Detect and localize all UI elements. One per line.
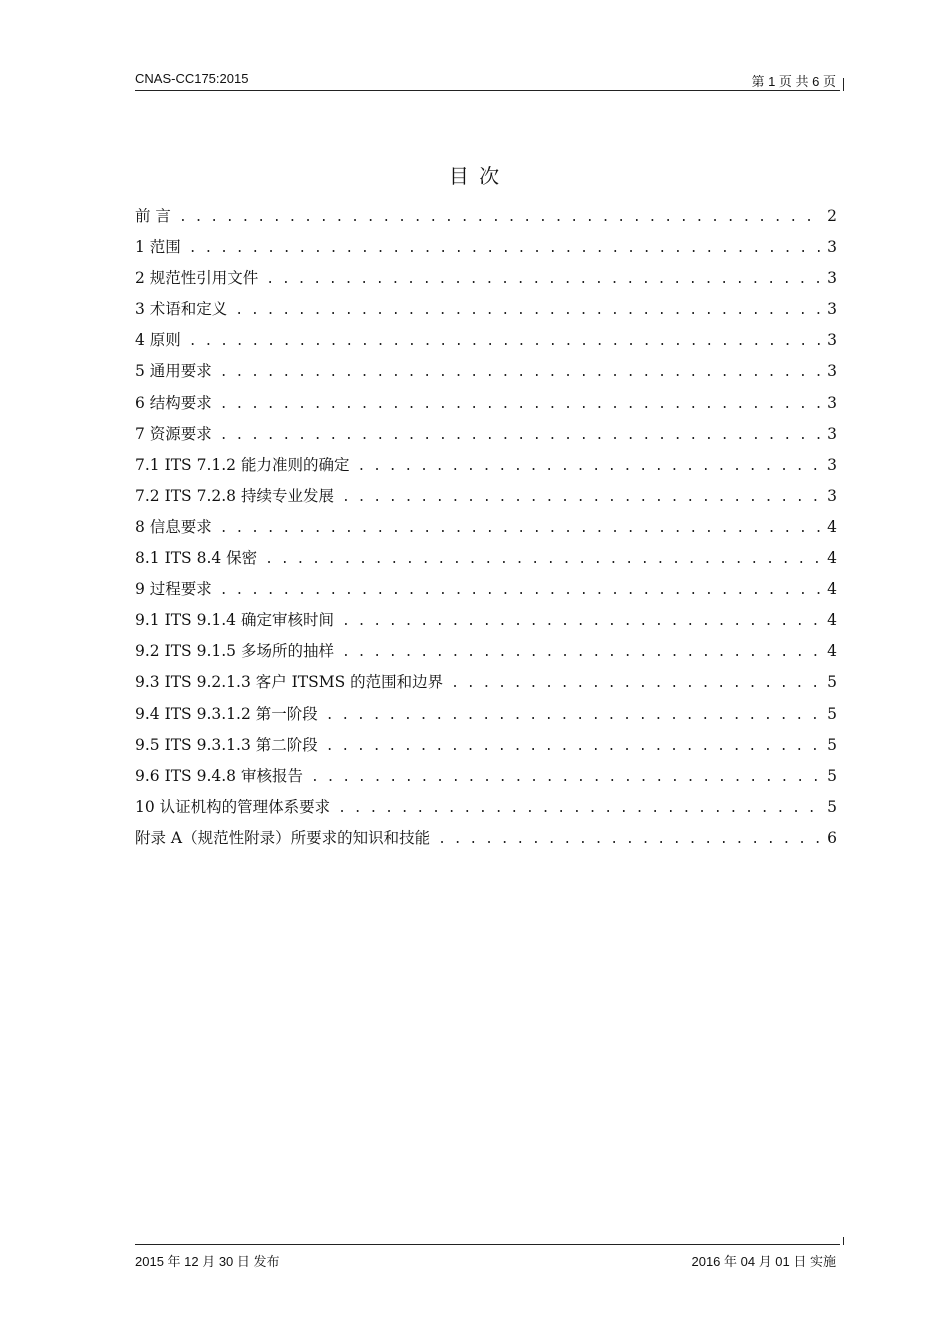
toc-entry-page: 3	[827, 424, 837, 443]
toc-entry-page: 5	[827, 766, 837, 785]
toc-entry[interactable]	[135, 422, 837, 453]
toc-entry-page: 4	[827, 549, 837, 568]
document-code: CNAS-CC175:2015	[135, 71, 249, 86]
toc-entry-label: 9.1 ITS 9.1.4 确定审核时间	[135, 611, 334, 630]
dot-leader	[220, 428, 821, 443]
toc-entry-label: 8 信息要求	[135, 517, 212, 536]
toc-entry-label: 3 术语和定义	[135, 300, 228, 319]
toc-entry-page: 3	[827, 455, 837, 474]
dot-leader	[338, 801, 821, 816]
toc-entry[interactable]	[135, 546, 837, 577]
toc-entry-page: 3	[827, 269, 837, 288]
toc-entry-label: 9.2 ITS 9.1.5 多场所的抽样	[135, 642, 334, 661]
toc-entry[interactable]	[135, 702, 837, 733]
toc-entry-label: 8.1 ITS 8.4 保密	[135, 549, 258, 568]
toc-entry-label: 2 规范性引用文件	[135, 269, 259, 288]
dot-leader	[342, 490, 821, 505]
header-corner-mark	[843, 78, 844, 91]
toc-entry[interactable]	[135, 204, 837, 235]
toc-entry[interactable]	[135, 795, 837, 826]
toc-entry-label: 1 范围	[135, 238, 181, 257]
toc-entry-label: 10 认证机构的管理体系要求	[135, 797, 331, 816]
toc-entry-page: 5	[827, 704, 837, 723]
toc-entry-page: 3	[827, 300, 837, 319]
dot-leader	[357, 459, 821, 474]
dot-leader	[220, 521, 821, 536]
dot-leader	[220, 583, 821, 598]
toc-entry[interactable]	[135, 764, 837, 795]
toc-entry-label: 前 言	[135, 207, 171, 225]
toc-entry-label: 附录 A（规范性附录）所要求的知识和技能	[135, 828, 431, 847]
page-footer	[135, 1244, 840, 1269]
dot-leader	[179, 210, 821, 225]
implement-date: 2016 年 04 月 01 日 实施	[691, 1254, 836, 1269]
toc-entry[interactable]	[135, 391, 837, 422]
toc-entry-page: 5	[827, 673, 837, 692]
toc-entry-page: 4	[827, 580, 837, 599]
toc-entry-label: 9 过程要求	[135, 580, 212, 599]
toc-entry-label: 9.6 ITS 9.4.8 审核报告	[135, 766, 303, 785]
dot-leader	[326, 708, 821, 723]
toc-entry-page: 2	[827, 207, 837, 225]
dot-leader	[220, 365, 821, 380]
toc-entry[interactable]	[135, 359, 837, 390]
toc-entry[interactable]	[135, 826, 837, 857]
page-number: 第 1 页 共 6 页	[751, 74, 836, 89]
page-header	[135, 66, 840, 91]
toc-entry[interactable]	[135, 328, 837, 359]
toc-entry[interactable]	[135, 453, 837, 484]
toc-entry-page: 3	[827, 486, 837, 505]
toc-entry-page: 5	[827, 735, 837, 754]
dot-leader	[189, 241, 821, 256]
page-title: 目 次	[448, 164, 502, 188]
footer-corner-mark	[843, 1237, 844, 1245]
toc-entry-label: 6 结构要求	[135, 393, 212, 412]
dot-leader	[438, 832, 821, 847]
toc-entry-label: 7 资源要求	[135, 424, 212, 443]
dot-leader	[266, 272, 821, 287]
toc-entry-page: 4	[827, 517, 837, 536]
toc-entry-label: 9.3 ITS 9.2.1.3 客户 ITSMS 的范围和边界	[135, 673, 444, 692]
toc-entry[interactable]	[135, 515, 837, 546]
toc-entry-page: 3	[827, 362, 837, 381]
toc-entry[interactable]	[135, 608, 837, 639]
dot-leader	[342, 614, 821, 629]
toc-entry-label: 4 原则	[135, 331, 181, 350]
toc-entry-label: 5 通用要求	[135, 362, 212, 381]
toc-entry[interactable]	[135, 235, 837, 266]
toc-entry[interactable]	[135, 670, 837, 701]
publish-date: 2015 年 12 月 30 日 发布	[135, 1254, 280, 1269]
toc-entry[interactable]	[135, 577, 837, 608]
dot-leader	[311, 770, 821, 785]
table-of-contents	[135, 204, 837, 857]
toc-entry[interactable]	[135, 733, 837, 764]
toc-entry[interactable]	[135, 297, 837, 328]
toc-entry-page: 6	[827, 828, 837, 847]
toc-entry-page: 4	[827, 642, 837, 661]
dot-leader	[451, 676, 821, 691]
dot-leader	[326, 739, 821, 754]
dot-leader	[265, 552, 821, 567]
toc-entry-page: 5	[827, 797, 837, 816]
toc-entry-page: 3	[827, 238, 837, 257]
toc-entry-page: 3	[827, 331, 837, 350]
toc-entry-label: 7.2 ITS 7.2.8 持续专业发展	[135, 486, 334, 505]
dot-leader	[342, 645, 821, 660]
toc-entry-label: 7.1 ITS 7.1.2 能力准则的确定	[135, 455, 350, 474]
toc-entry-page: 4	[827, 611, 837, 630]
dot-leader	[235, 303, 821, 318]
toc-entry-label: 9.4 ITS 9.3.1.2 第一阶段	[135, 704, 318, 723]
toc-entry[interactable]	[135, 484, 837, 515]
dot-leader	[220, 397, 821, 412]
toc-entry-label: 9.5 ITS 9.3.1.3 第二阶段	[135, 735, 318, 754]
toc-entry-page: 3	[827, 393, 837, 412]
dot-leader	[189, 334, 821, 349]
toc-entry[interactable]	[135, 639, 837, 670]
toc-entry[interactable]	[135, 266, 837, 297]
